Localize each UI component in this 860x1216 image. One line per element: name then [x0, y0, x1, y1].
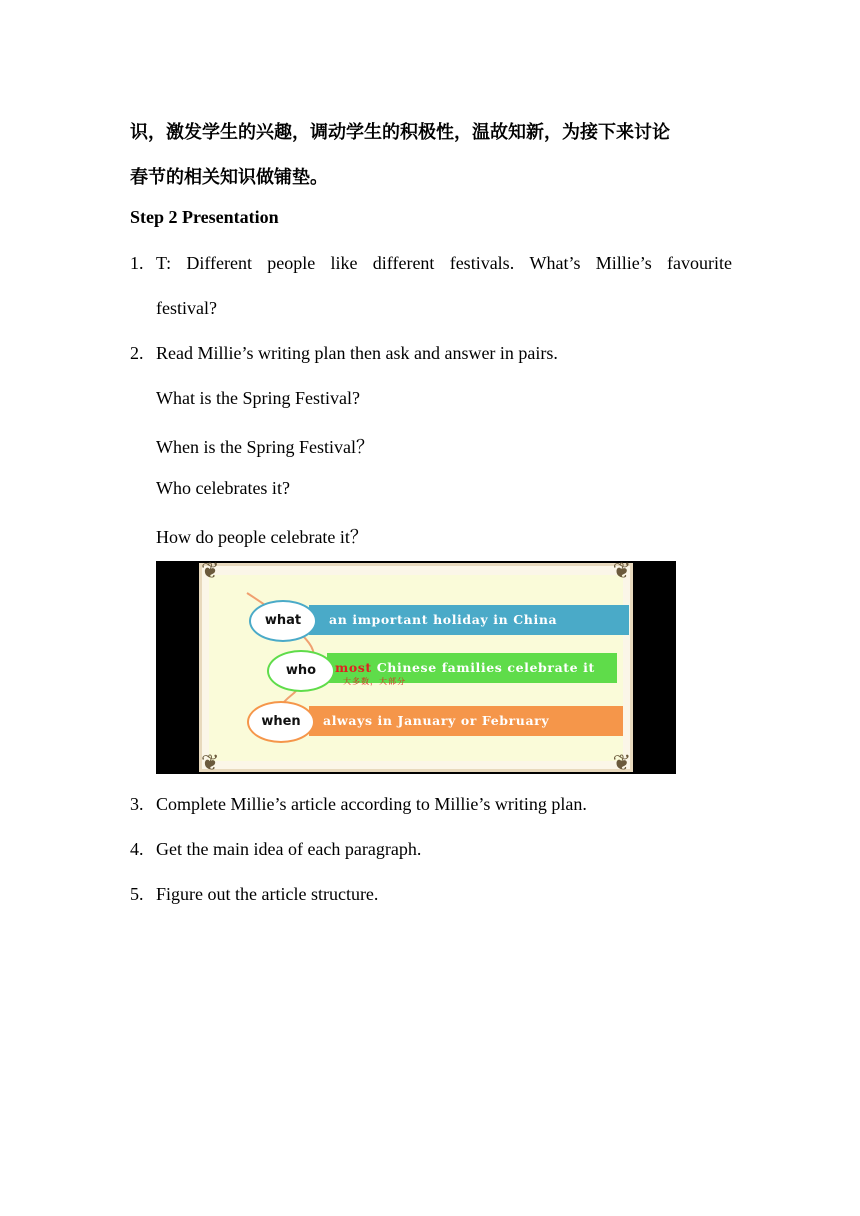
item-4-text: Get the main idea of each paragraph. [156, 839, 422, 859]
who-bubble: who [267, 650, 335, 692]
question-4: How do people celebrate it？ [156, 527, 368, 547]
what-bar [309, 605, 629, 635]
intro-line-1: 识，激发学生的兴趣，调动学生的积极性，温故知新，为接下来讨论 [130, 122, 670, 143]
item-2-text: Read Millie’s writing plan then ask and answer in pairs. [156, 343, 558, 363]
item-4-number: 4. [130, 839, 144, 859]
who-highlight: most [335, 660, 372, 675]
word: Different [186, 253, 253, 273]
word: favourite [667, 253, 732, 273]
question-2: When is the Spring Festival？ [156, 437, 374, 457]
intro-line-2: 春节的相关知识做铺垫。 [130, 167, 328, 188]
question-1: What is the Spring Festival? [156, 388, 360, 408]
item-5-number: 5. [130, 884, 144, 904]
question-3: Who celebrates it? [156, 478, 290, 498]
word: What’s [529, 253, 581, 273]
step-heading: Step 2 Presentation [130, 207, 279, 227]
plan-frame [199, 559, 633, 776]
word: T: [156, 253, 172, 273]
item-3-number: 3. [130, 794, 144, 814]
word: like [330, 253, 358, 273]
item-1-number: 1. [130, 253, 144, 273]
item-5-text: Figure out the article structure. [156, 884, 379, 904]
corner-ornament-icon: ❦ [201, 751, 220, 776]
item-3-text: Complete Millie’s article according to Millie’s writing plan. [156, 794, 587, 814]
what-text: an important holiday in China [329, 612, 558, 627]
who-note: 大多数，大部分 [343, 677, 406, 686]
corner-ornament-icon: ❦ [612, 751, 631, 776]
who-text: Chinese families celebrate it [371, 660, 595, 675]
word: Millie’s [595, 253, 652, 273]
item-1-line-2: festival? [156, 298, 217, 318]
when-text: always in January or February [323, 713, 550, 728]
when-bubble: when [247, 701, 315, 743]
writing-plan-image [156, 561, 676, 774]
what-bubble: what [249, 600, 317, 642]
when-bar [309, 706, 623, 736]
item-2-number: 2. [130, 343, 144, 363]
word: people [267, 253, 316, 273]
word: festivals. [449, 253, 515, 273]
word: different [372, 253, 435, 273]
corner-ornament-icon: ❦ [612, 559, 631, 584]
item-1-line-1 [156, 253, 732, 274]
corner-ornament-icon: ❦ [201, 559, 220, 584]
